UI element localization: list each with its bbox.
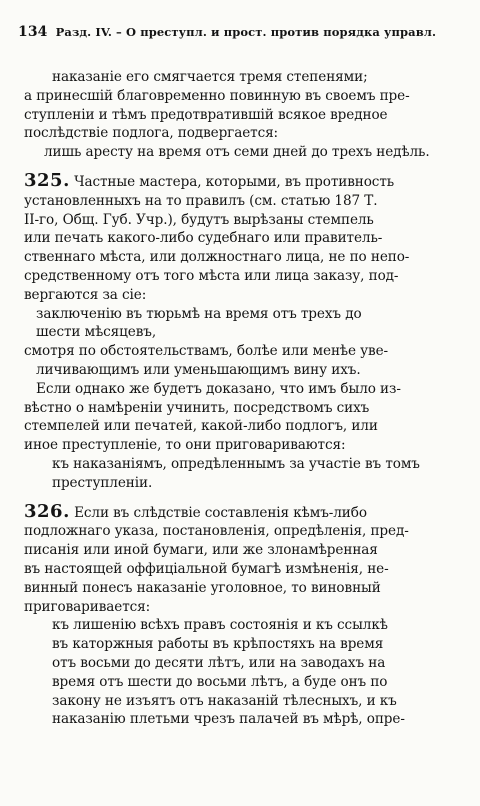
text-line: личивающимъ или уменьшающимъ вину ихъ. [36, 361, 361, 378]
text-line: подложнаго указа, постановленія, опредѣленія, пред- [24, 523, 409, 540]
article-326-first-line [24, 503, 444, 523]
text-line: Если въ слѣдствіе составленія кѣмъ-либо [74, 504, 367, 521]
article-325-first-line [24, 172, 444, 192]
text-line: шести мѣсяцевъ, [36, 324, 157, 341]
text-line: отъ восьми до десяти лѣтъ, или на заводахъ на [52, 654, 386, 671]
text-line: или печать какого-либо судебнаго или правитель- [24, 230, 383, 247]
text-line: Если однако же будетъ доказано, что имъ было из- [36, 380, 401, 397]
text-line: наказанію плетьми чрезъ палачей въ мѣрѣ, опре- [52, 711, 405, 728]
text-line: наказаніе его смягчается тремя степенями; [52, 69, 368, 85]
text-line: писанія или иной бумаги, или же злонамѣренная [24, 542, 378, 559]
text-line: ственнаго мѣста, или должностнаго лица, не по непо- [24, 249, 410, 266]
page-number: 134 [18, 24, 48, 40]
text-line: а принесшій благовременно повинную въ своемъ пре- [24, 87, 410, 104]
article-number: 325. [24, 171, 70, 191]
running-title: Разд. IV. – О преступл. и прост. против порядка управл. [55, 25, 437, 39]
text-line: ступленіи и тѣмъ предотвратившій всякое вредное [24, 106, 388, 123]
text-line: лишь аресту на время отъ семи дней до трехъ недѣль. [44, 144, 430, 161]
page-body [24, 68, 444, 729]
text-line: приговаривается: [24, 598, 151, 615]
text-line: II-го, Общ. Губ. Учр.), будутъ вырѣзаны стемпель [24, 211, 374, 228]
text-line: закону не изъятъ отъ наказаній тѣлесныхъ, и къ [52, 692, 397, 709]
text-line: къ наказаніямъ, опредѣленнымъ за участіе въ томъ [52, 455, 420, 472]
text-line: вѣстно о намѣреніи учинить, посредствомъ сихъ [24, 399, 370, 416]
text-line: время отъ шести до восьми лѣтъ, а буде онъ по [52, 673, 388, 690]
text-line: установленныхъ на то правилъ (см. статью 187 Т. [24, 192, 378, 209]
text-line: въ каторжныя работы въ крѣпостяхъ на время [52, 636, 384, 653]
text-line: стемпелей или печатей, какой-либо подлогъ, или [24, 418, 378, 435]
text-line: заключенію въ тюрьмѣ на время отъ трехъ до [36, 305, 362, 322]
text-line: смотря по обстоятельствамъ, болѣе или менѣе уве- [24, 343, 389, 360]
running-header [18, 24, 458, 40]
text-line: винный понесъ наказаніе уголовное, то виновный [24, 579, 381, 596]
text-line: Частные мастера, которыми, въ противность [74, 173, 395, 190]
text-line: въ настоящей оффиціальной бумагѣ измѣненія, не- [24, 560, 389, 577]
text-line: къ лишенію всѣхъ правъ состоянія и къ ссылкѣ [52, 617, 388, 634]
text-line: средственному отъ того мѣста или лица заказу, под- [24, 267, 399, 284]
text-line: послѣдствіе подлога, подвергается: [24, 125, 279, 142]
article-number: 326. [24, 502, 70, 522]
text-line: иное преступленіе, то они приговариваются: [24, 437, 346, 454]
text-line: вергаются за сіе: [24, 286, 147, 303]
text-line: преступленіи. [52, 474, 153, 491]
